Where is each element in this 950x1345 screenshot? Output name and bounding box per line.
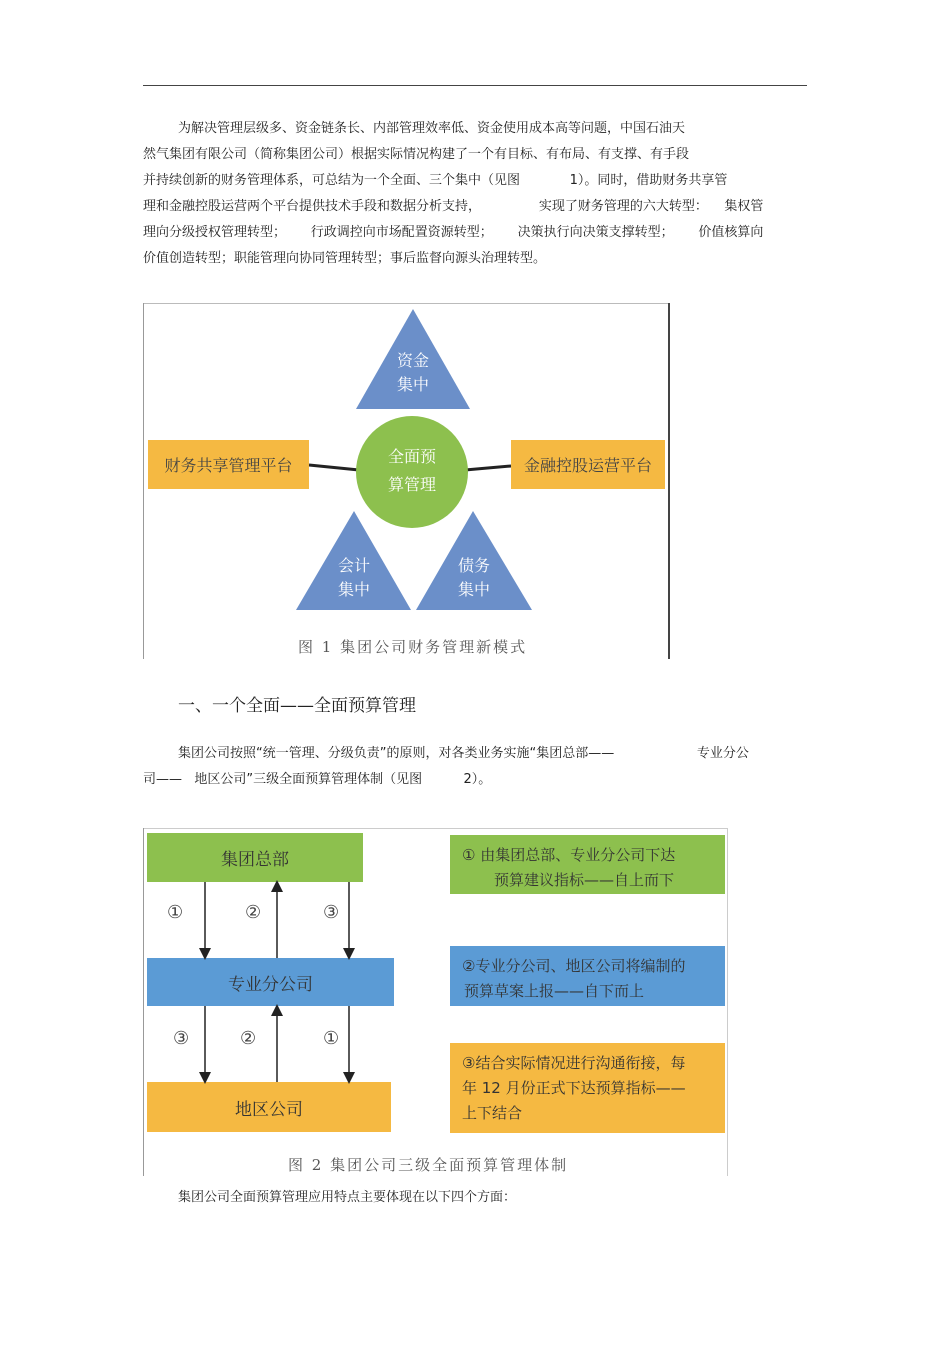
section-line: 司—— 地区公司”三级全面预算管理体制（见图 2）。 xyxy=(143,772,492,787)
section-line: 集团公司按照“统一管理、分级负责”的原则，对各类业务实施“集团总部—— 专业分公 xyxy=(178,746,749,761)
note-line: 年 12 月份正式下达预算指标—— xyxy=(462,1079,686,1097)
label-line: 集中 xyxy=(457,580,490,599)
shared-services-platform-box: 财务共享管理平台 xyxy=(148,440,309,489)
label-line: 集中 xyxy=(396,375,429,394)
triangle-bottom-right-label xyxy=(444,554,504,602)
note-bottom-up xyxy=(450,946,725,1006)
triangle-top-label xyxy=(383,349,443,397)
figure-1-caption: 图 1 集团公司财务管理新模式 xyxy=(298,638,528,656)
figure-1 xyxy=(143,303,670,659)
figure-2 xyxy=(143,828,728,1176)
intro-line: 价值创造转型；职能管理向协同管理转型；事后监督向源头治理转型。 xyxy=(143,251,547,266)
professional-subsidiary-bar: 专业分公司 xyxy=(147,958,394,1006)
step-number: ① xyxy=(167,902,184,923)
note-line: ③结合实际情况进行沟通衔接，每 xyxy=(462,1054,686,1072)
label-line: 集中 xyxy=(337,580,370,599)
note-combined xyxy=(450,1043,725,1133)
step-number: ③ xyxy=(173,1028,190,1049)
note-line: ① 由集团总部、专业分公司下达 xyxy=(462,846,676,864)
closing-paragraph: 集团公司全面预算管理应用特点主要体现在以下四个方面： xyxy=(178,1190,517,1205)
step-number: ① xyxy=(323,1028,340,1049)
section-heading: 一、一个全面——全面预算管理 xyxy=(178,696,416,716)
intro-line: 然气集团有限公司（简称集团公司）根据实际情况构建了一个有目标、有布局、有支撑、有手段 xyxy=(143,147,690,162)
label-line: 算管理 xyxy=(387,475,436,494)
label-line: 资金 xyxy=(396,351,429,370)
intro-line: 并持续创新的财务管理体系，可总结为一个全面、三个集中（见图 1）。同时，借助财务共享管 xyxy=(143,173,728,188)
top-rule xyxy=(143,85,807,86)
step-number: ③ xyxy=(323,902,340,923)
connector-left xyxy=(309,465,359,470)
label-line: 全面预 xyxy=(387,447,436,466)
center-circle-label xyxy=(372,443,452,499)
intro-line: 为解决管理层级多、资金链条长、内部管理效率低、资金使用成本高等问题，中国石油天 xyxy=(178,121,686,136)
connector-right xyxy=(465,466,511,470)
regional-company-bar: 地区公司 xyxy=(147,1082,391,1132)
intro-paragraph xyxy=(143,116,763,272)
label-line: 债务 xyxy=(457,556,490,575)
intro-line: 理向分级授权管理转型； 行政调控向市场配置资源转型； 决策执行向决策支撑转型； 价值核算向 xyxy=(143,225,764,240)
note-line: ②专业分公司、地区公司将编制的 xyxy=(462,957,686,975)
group-hq-bar: 集团总部 xyxy=(147,833,363,882)
triangle-bottom-left-label xyxy=(324,554,384,602)
note-line: 上下结合 xyxy=(462,1104,523,1122)
intro-line: 理和金融控股运营两个平台提供技术手段和数据分析支持， 实现了财务管理的六大转型： 集权管 xyxy=(143,199,764,214)
financial-holding-platform-box: 金融控股运营平台 xyxy=(511,440,665,489)
note-line: 预算建议指标——自上而下 xyxy=(494,871,675,889)
step-number: ② xyxy=(240,1028,257,1049)
step-number: ② xyxy=(245,902,262,923)
label-line: 会计 xyxy=(337,556,370,575)
note-line: 预算草案上报——自下而上 xyxy=(464,982,645,1000)
figure-2-caption: 图 2 集团公司三级全面预算管理体制 xyxy=(288,1156,569,1174)
note-top-down xyxy=(450,835,725,894)
section-paragraph xyxy=(143,741,749,793)
